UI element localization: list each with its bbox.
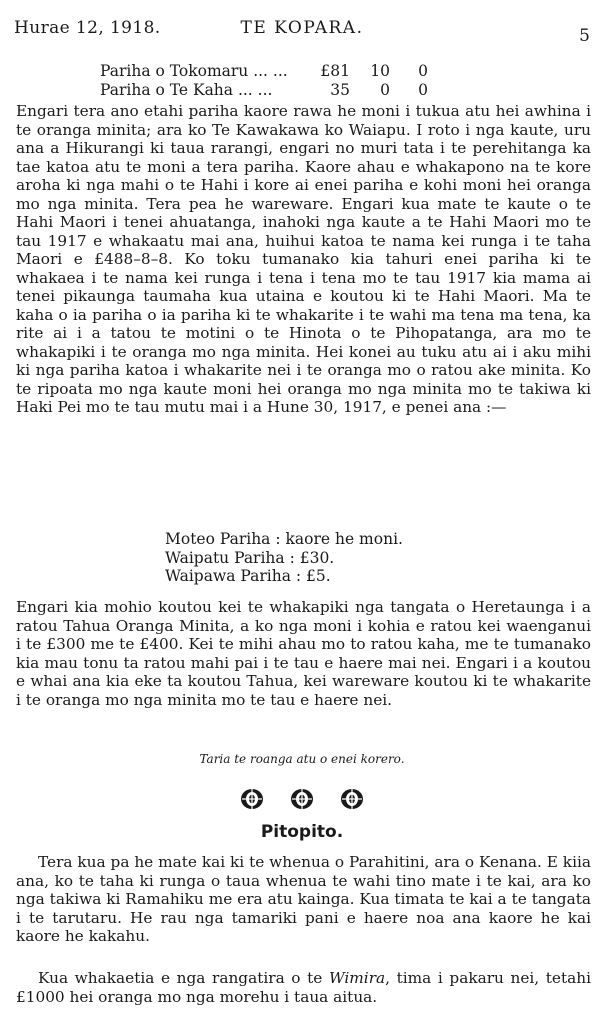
shillings-value: 10 xyxy=(370,62,390,80)
pence-value: 0 xyxy=(418,81,428,99)
body-paragraph: Engari tera ano etahi pariha kaore rawa he moni i tukua atu hei awhina i te oranga minita; ara ko Te Kawakawa ko Waiapu. I roto i nga kaute, uru ana a Hikurangi ki taua rarangi, engari no muri tata i te perehitanga ka tae katoa atu te moni a tera pariha. Kaore ahau e whakapono na te kore aroha ki nga mahi o te Hahi i kore ai enei pariha e kohi moni hei oranga mo nga minita. Tera pea he wareware. Engari kua mate te kaute o te Hahi Maori i tenei ahuatanga, inahoki nga kaute a te Hahi Maori mo te tau 1917 e whakaatu mai ana, huihui katoa te nama kei runga i te taha Maori e £488–8–8. Ko toku tumanako kia tahuri enei pariha ki te whakaea i te nama kei runga i tena i tena mo te tau 1917 kia mama ai tenei pikaunga taumaha kua utaina e koutou ki te Hahi Maori. Ma te kaha o ia pariha o ia pariha ki te whakarite i te wahi ma tena ma tena, ka rite ai i a tatou te motini o te Hinota o te Pihopatanga, ara mo te whakapiki i te oranga mo nga minita. Hei konei au tuku atu ai i aku mihi ki nga pariha katoa i whakarite nei i te oranga mo o ratou ake minita. Ko te ripoata mo nga kaute moni hei oranga mo nga minita mo te takiwa ki Haki Pei mo te tau mutu mai i a Hune 30, 1917, e penei ana :— xyxy=(16,102,591,416)
section-divider xyxy=(0,788,604,810)
page-number: 5 xyxy=(579,26,590,46)
parish-contributions xyxy=(100,62,428,100)
shillings-value: 0 xyxy=(380,81,390,99)
pounds-value: 35 xyxy=(330,81,350,99)
finance-row xyxy=(100,81,428,100)
news-paragraph: Tera kua pa he mate kai ki te whenua o Parahitini, ara o Kenana. E kiia ana, ko te taha ki runga o taua whenua te wahi tino mate i te kai, ara ko nga takiwa ki Ramahiku me era atu kainga. Kua timata te kai a te tangata i te tarutaru. He rau nga tamariki pani e haere noa ana kaore he kai kaore he kakahu. xyxy=(16,853,591,945)
flower-ornament-icon xyxy=(340,788,364,810)
subscription-list xyxy=(165,530,403,586)
issue-date: Hurae 12, 1918. xyxy=(14,18,161,38)
subscription-item: Waipatu Pariha : £30. xyxy=(165,548,335,567)
ship-name: Wimira xyxy=(328,969,386,987)
news-paragraph xyxy=(16,969,591,1006)
text-fragment: Kua whakaetia e nga rangatira o te xyxy=(38,969,329,987)
pounds-value: £81 xyxy=(320,62,350,80)
text-fragment: , tima i pakaru nei, tetahi £1000 hei oranga mo nga morehu i taua aitua. xyxy=(16,969,591,1006)
pence-value: 0 xyxy=(418,62,428,80)
flower-ornament-icon xyxy=(240,788,264,810)
flower-ornament-icon xyxy=(290,788,314,810)
subscription-item: Waipawa Pariha : £5. xyxy=(165,567,331,585)
page-header xyxy=(14,14,590,44)
parish-name: Pariha o Tokomaru ... ... xyxy=(100,62,288,80)
subscription-item: Moteo Pariha : kaore he moni. xyxy=(165,530,403,548)
body-paragraph: Engari kia mohio koutou kei te whakapiki nga tangata o Heretaunga i a ratou Tahua Oranga Minita, a ko nga moni i kohia e ratou kei waenganui i te £300 me te £400. Kei te mihi ahau mo to ratou kaha, me te tumanako kia mau tonu ta ratou mahi pai i te tau e haere mai nei. Engari i a koutou e whai ana kia eke ta koutou Tahua, kei wareware koutou ki te whakarite i te oranga mo nga minita mo te tau e haere nei. xyxy=(16,598,591,709)
publication-title: TE KOPARA. xyxy=(240,18,364,38)
parish-name: Pariha o Te Kaha ... ... xyxy=(100,81,273,99)
finance-row xyxy=(100,62,428,81)
continued-note: Taria te roanga atu o enei korero. xyxy=(199,752,405,766)
section-title: Pitopito. xyxy=(260,822,344,842)
